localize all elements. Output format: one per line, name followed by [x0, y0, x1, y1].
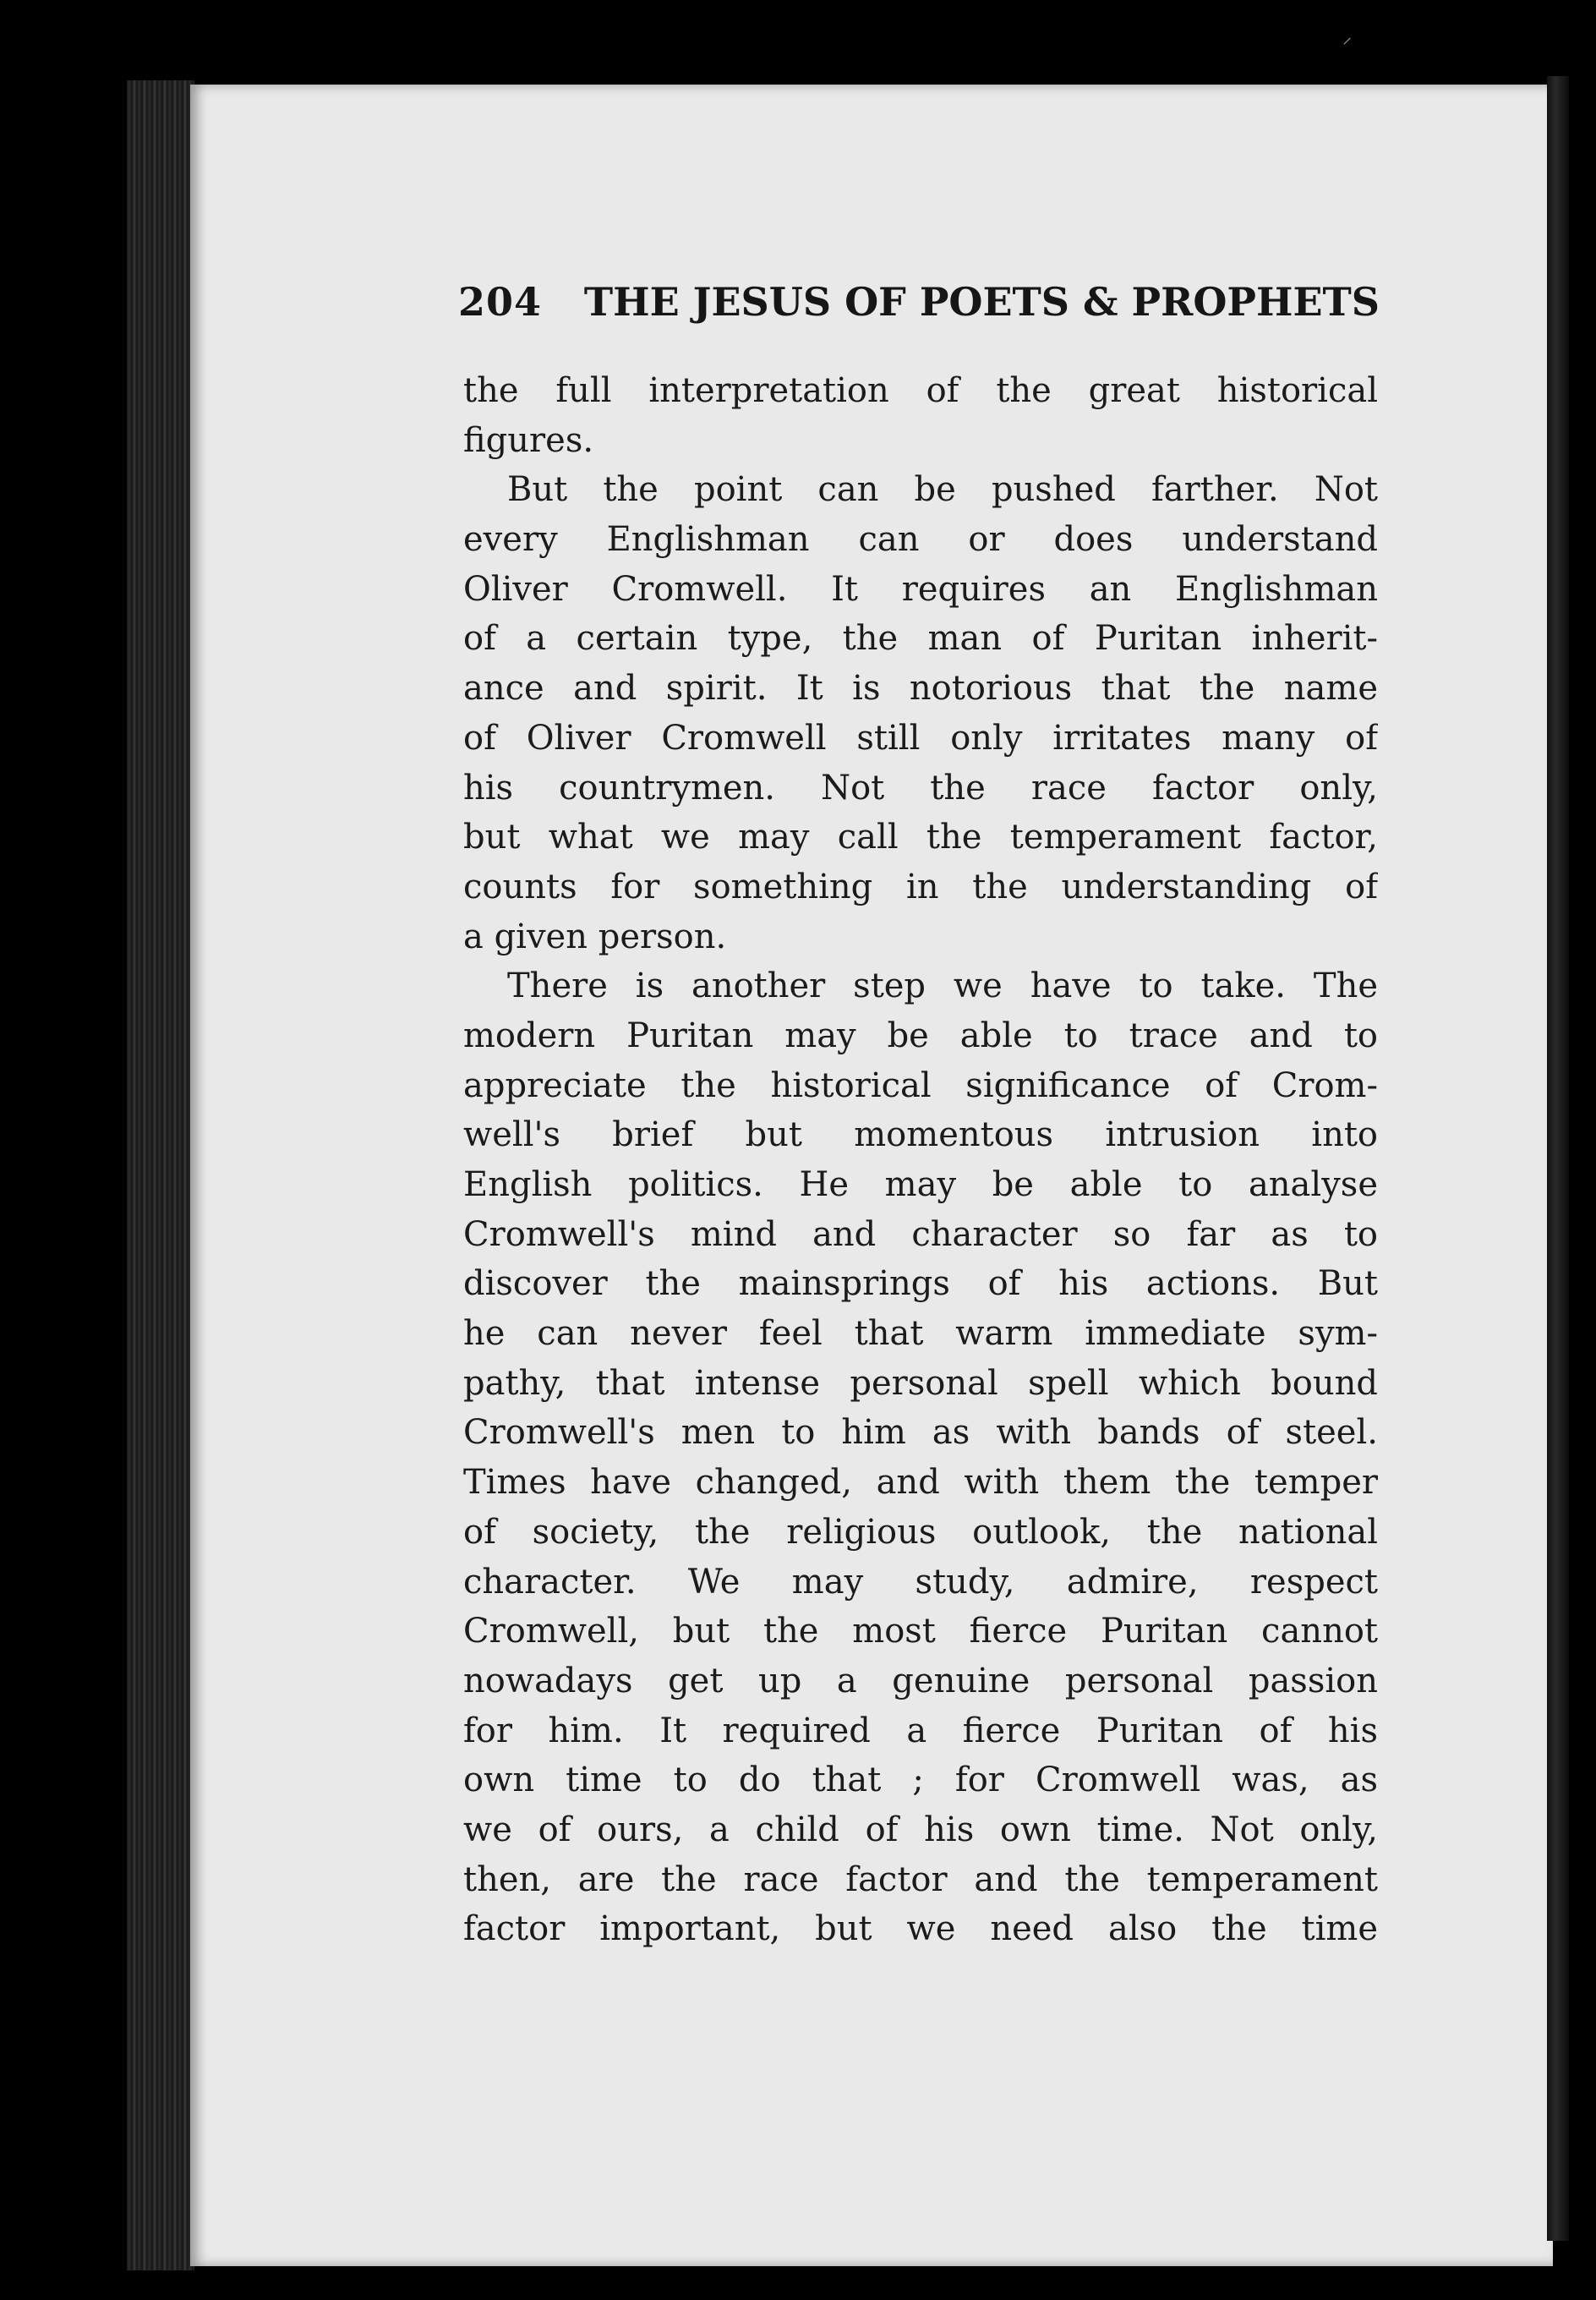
text-line: Cromwell's mind and character so far as to — [463, 1214, 1378, 1254]
text-line: of a certain type, the man of Puritan inherit- — [463, 619, 1378, 659]
page-header — [458, 279, 1380, 325]
text-line: for him. It required a fierce Puritan of his — [463, 1711, 1378, 1750]
body-text — [463, 366, 1378, 1954]
text-line: but what we may call the temperament factor, — [463, 818, 1378, 857]
text-line: nowadays get up a genuine personal passion — [463, 1661, 1378, 1700]
text-line: modern Puritan may be able to trace and to — [463, 1016, 1378, 1055]
text-line: discover the mainsprings of his actions. But — [463, 1264, 1378, 1304]
page-number: 204 — [458, 279, 543, 325]
text-line: pathy, that intense personal spell which bound — [463, 1363, 1378, 1403]
text-line: he can never feel that warm immediate sym- — [463, 1314, 1378, 1354]
text-line: ance and spirit. It is notorious that the name — [463, 669, 1378, 709]
text-line: the full interpretation of the great historical — [463, 371, 1378, 410]
text-line: every Englishman can or does understand — [463, 520, 1378, 560]
text-line: figures. — [463, 420, 594, 460]
page-edges — [127, 80, 194, 2270]
text-line: Oliver Cromwell. It requires an Englishman — [463, 569, 1378, 609]
text-line: But the point can be pushed farther. Not — [507, 470, 1378, 510]
text-line: Cromwell's men to him as with bands of steel. — [463, 1413, 1378, 1453]
text-line: Times have changed, and with them the temper — [463, 1463, 1378, 1503]
text-line: then, are the race factor and the temperament — [463, 1859, 1378, 1899]
text-line: appreciate the historical significance of Crom- — [463, 1065, 1378, 1105]
text-line: his countrymen. Not the race factor only, — [463, 768, 1378, 808]
running-head: THE JESUS OF POETS & PROPHETS — [583, 279, 1380, 325]
text-line: Cromwell, but the most fierce Puritan cannot — [463, 1612, 1378, 1651]
text-line: well's brief but momentous intrusion into — [463, 1115, 1378, 1155]
text-line: factor important, but we need also the time — [463, 1909, 1378, 1949]
text-line: own time to do that ; for Cromwell was, as — [463, 1761, 1378, 1800]
facing-page-edge — [1547, 76, 1569, 2241]
text-line: There is another step we have to take. The — [507, 967, 1378, 1006]
text-line: a given person. — [463, 917, 727, 956]
text-line: counts for something in the understanding of — [463, 867, 1378, 906]
text-line: English politics. He may be able to analyse — [463, 1165, 1378, 1204]
scan-mark: ⸝ — [1342, 27, 1353, 48]
text-line: we of ours, a child of his own time. Not only, — [463, 1810, 1378, 1849]
text-line: of Oliver Cromwell still only irritates many of — [463, 718, 1378, 758]
text-line: character. We may study, admire, respect — [463, 1562, 1378, 1602]
text-line: of society, the religious outlook, the national — [463, 1512, 1378, 1552]
